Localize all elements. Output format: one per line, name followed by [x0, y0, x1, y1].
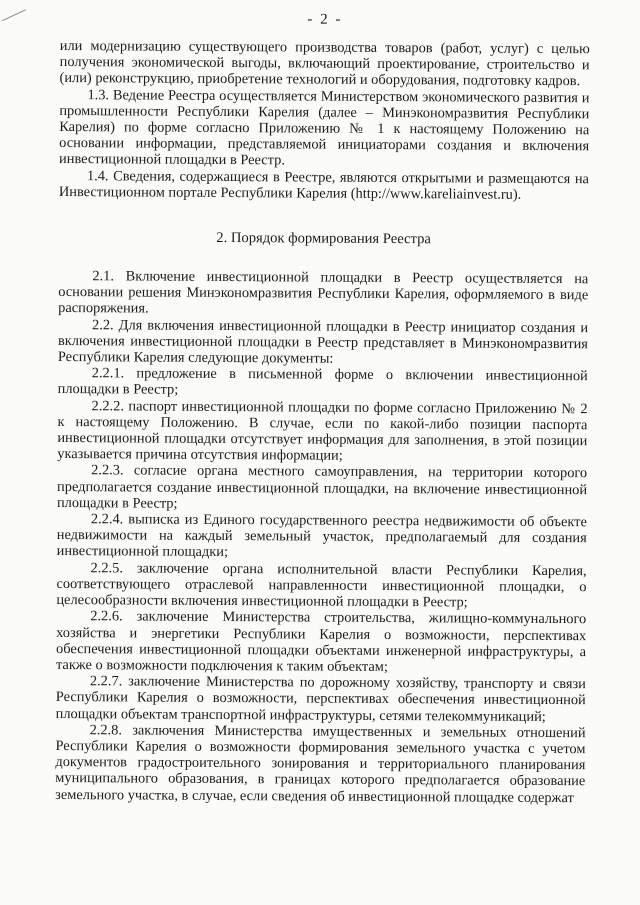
- paragraph-1-3: 1.3. Ведение Реестра осуществляется Министерством экономического развития и промышленности Республики Карелия (далее – Минэкономразвития Республики Карелия) по форме согласно Приложению № 1 к настоящему Положению на основании информации, представляемой инициаторами создания и включения инвестиционной площадки в Реестр.: [59, 86, 590, 169]
- page-number: - 2 -: [307, 11, 343, 28]
- paragraph-2-2-2: 2.2.2. паспорт инвестиционной площадки по форме согласно Приложению № 2 к настоящему Положению. В случае, если по какой-либо позиции паспорта инвестиционной площадки отсутствует информация для заполнения, в этой позиции указывается причина отсутствия информации;: [57, 397, 588, 465]
- paragraph-2-2-7: 2.2.7. заключение Министерства по дорожному хозяйству, транспорту и связи Республики Карелия о возможности, перспективах обеспечения инвестиционной площадки объектам транспортной инфраструктуры, сетями телекоммуникаций;: [55, 673, 586, 725]
- paragraph-2-2: 2.2. Для включения инвестиционной площадки в Реестр инициатор создания и включения инвестиционной площадки в Реестр представляет в Минэкономразвития Республики Карелия следующие документы:: [57, 316, 589, 367]
- paragraph-2-1: 2.1. Включение инвестиционной площадки в Реестр осуществляется на основании решения Минэкономразвития Республики Карелия, оформляемого в виде распоряжения.: [58, 268, 589, 317]
- document-page: [55, 8, 590, 901]
- paragraph-continuation: или модернизацию существующего производства товаров (работ, услуг) с целью получения экономической выгоды, включающий проектирование, строительство и (или) реконструкцию, приобретение технологий и оборудования, подготовку кадров.: [59, 37, 590, 90]
- paragraph-1-4: 1.4. Сведения, содержащиеся в Реестре, являются открытыми и размещаются на Инвестиционном портале Республики Карелия (http://www.kareliainvest.ru).: [58, 167, 590, 203]
- paragraph-2-2-4: 2.2.4. выписка из Единого государственного реестра недвижимости об объекте недвижимости на каждый земельный участок, предполагаемый для создания инвестиционной площадки;: [56, 511, 587, 561]
- paragraph-2-2-8: 2.2.8. заключения Министерства имущественных и земельных отношений Республики Карелия о возможности формирования земельного участка с учетом документов градостроительного зонирования и территориального планирования муниципального образования, в границах которого предполагается образование земельного участка, в случае, если сведения об инвестиционной площадке содержат: [55, 721, 586, 806]
- section-heading: 2. Порядок формирования Реестра: [216, 229, 431, 248]
- paragraph-2-2-6: 2.2.6. заключение Министерства строительства, жилищно-коммунального хозяйства и энергетики Республики Карелия о возможности, перспективах обеспечения инвестиционной площадки объектами инженерной инфраструктуры, а также о возможности подключения к таким объектам;: [55, 608, 587, 675]
- paragraph-2-2-1: 2.2.1. предложение в письменной форме о включении инвестиционной площадки в Реестр;: [57, 365, 588, 399]
- scan-corner-mark: [2, 9, 32, 34]
- paragraph-2-2-5: 2.2.5. заключение органа исполнительной власти Республики Карелия, соответствующего отраслевой направленности инвестиционной площадки, о целесообразности включения инвестиционной площадки в Реестр;: [56, 559, 587, 611]
- paragraph-2-2-3: 2.2.3. согласие органа местного самоуправления, на территории которого предполагается создание инвестиционной площадки, на включение инвестиционной площадки в Реестр;: [56, 462, 588, 512]
